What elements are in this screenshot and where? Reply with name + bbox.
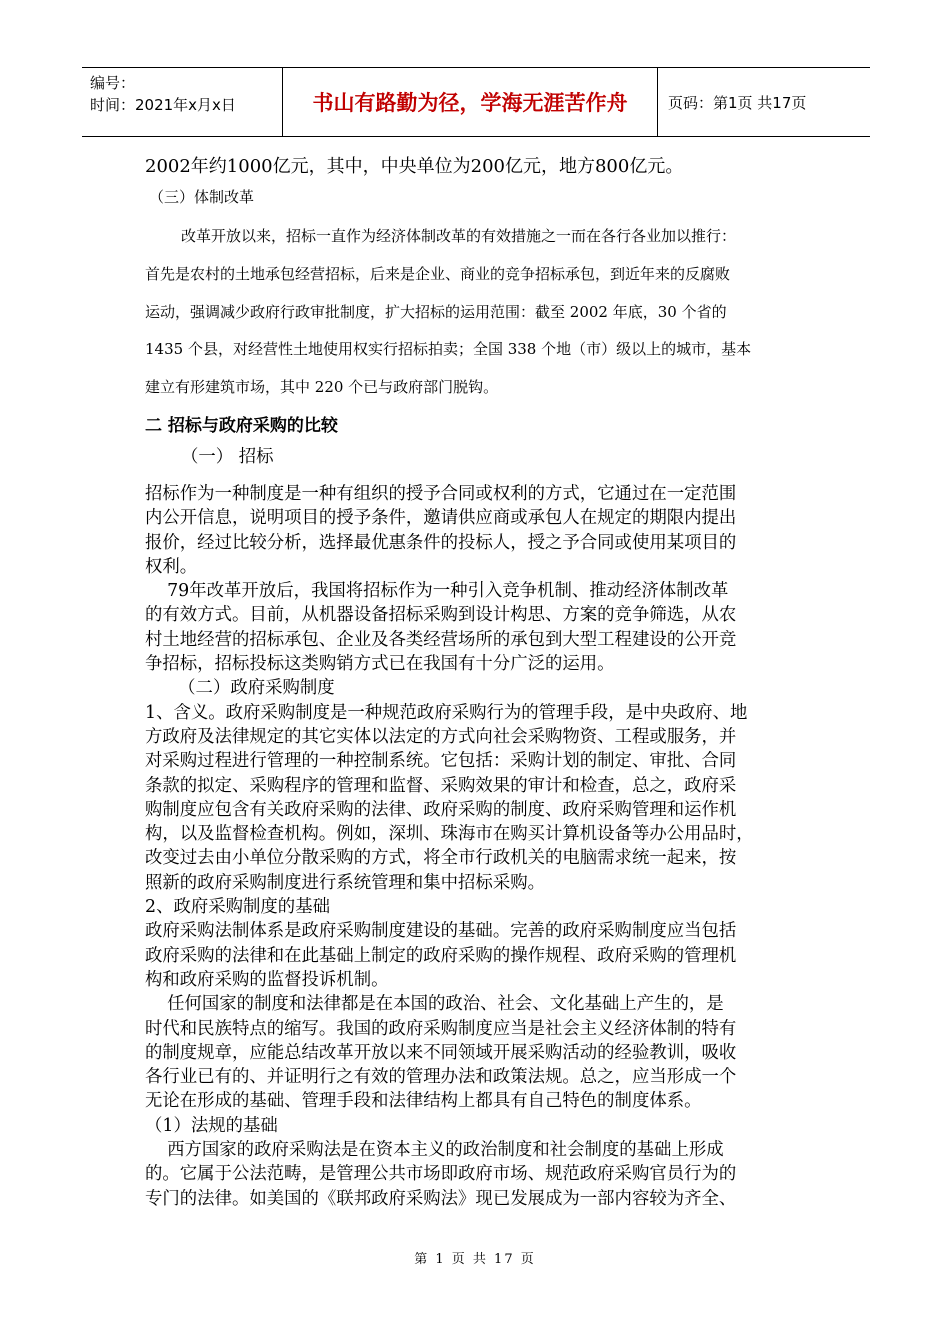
body-line: 照新的政府采购制度进行系统管理和集中招标采购。: [145, 872, 545, 893]
page-header: [82, 67, 870, 137]
header-motto: 书山有路勤为径，学海无涯苦作舟: [282, 68, 658, 136]
paragraph-intro: 2002年约1000亿元，其中，中央单位为200亿元，地方800亿元。: [145, 156, 684, 177]
body-line: 政府采购的法律和在此基础上制定的政府采购的操作规程、政府采购的管理机: [145, 945, 737, 966]
body-line: 争招标，招标投标这类购销方式已在我国有十分广泛的运用。: [145, 654, 615, 675]
body-line: 购制度应包含有关政府采购的法律、政府采购的制度、政府采购管理和运作机: [145, 799, 737, 820]
heading-sub2: （二）政府采购制度: [145, 678, 335, 699]
reform-line: 1435 个县，对经营性土地使用权实行招标拍卖；全国 338 个地（市）级以上的城市，基本: [145, 340, 752, 358]
body-line: 的。它属于公法范畴，是管理公共市场即政府市场、规范政府采购官员行为的: [145, 1164, 737, 1185]
body-line: 报价，经过比较分析，选择最优惠条件的投标人，授之予合同或使用某项目的: [145, 532, 737, 553]
reform-line: 建立有形建筑市场，其中 220 个已与政府部门脱钩。: [145, 378, 499, 396]
heading-sub3: （三）体制改革: [149, 188, 255, 206]
body-line: 79年改革开放后，我国将招标作为一种引入竞争机制、推动经济体制改革: [145, 581, 729, 602]
reform-line: 改革开放以来，招标一直作为经济体制改革的有效措施之一而在各行各业加以推行：: [181, 227, 737, 245]
reform-line: 首先是农村的土地承包经营招标，后来是企业、商业的竞争招标承包，到近年来的反腐败: [145, 265, 731, 283]
body-line: 改变过去由小单位分散采购的方式，将全市行政机关的电脑需求统一起来，按: [145, 848, 737, 869]
body-line: 构和政府采购的监督投诉机制。: [145, 969, 389, 990]
body-line: 各行业已有的、并证明行之有效的管理办法和政策法规。总之，应当形成一个: [145, 1067, 737, 1088]
body-line: 时代和民族特点的缩写。我国的政府采购制度应当是社会主义经济体制的特有: [145, 1018, 737, 1039]
tender-section: [145, 482, 754, 1211]
body-line: 政府采购法制体系是政府采购制度建设的基础。完善的政府采购制度应当包括: [145, 921, 737, 942]
body-line: 方政府及法律规定的其它实体以法定的方式向社会采购物资、工程或服务，并: [145, 726, 737, 747]
body-line: 西方国家的政府采购法是在资本主义的政治制度和社会制度的基础上形成: [145, 1140, 724, 1161]
body-line: 的有效方式。目前，从机器设备招标采购到设计构思、方案的竞争筛选，从农: [145, 605, 737, 626]
body-line: 构，以及监督检查机构。例如，深圳、珠海市在购买计算机设备等办公用品时，: [145, 824, 754, 845]
doc-date-label: 时间：2021年x月x日: [90, 96, 236, 114]
heading-sub1: （一） 招标: [181, 447, 274, 467]
section2-heading: 二 招标与政府采购的比较: [145, 416, 338, 436]
body-line: 对采购过程进行管理的一种控制系统。它包括：采购计划的制定、审批、合同: [145, 751, 737, 772]
body-line: 无论在形成的基础、管理手段和法律结构上都具有自己特色的制度体系。: [145, 1091, 702, 1112]
body-line: 招标作为一种制度是一种有组织的授予合同或权利的方式，它通过在一定范围: [145, 484, 737, 504]
heading-basis: 2、政府采购制度的基础: [145, 897, 330, 918]
page-footer: 第 1 页 共 17 页: [414, 1252, 536, 1267]
body-line: 的制度规章，应能总结改革开放以来不同领域开展采购活动的经验教训，吸收: [145, 1042, 737, 1063]
body-line: 1、含义。政府采购制度是一种规范政府采购行为的管理手段，是中央政府、地: [145, 702, 748, 723]
doc-number-label: 编号：: [90, 74, 136, 92]
body-line: 任何国家的制度和法律都是在本国的政治、社会、文化基础上产生的，是: [145, 994, 724, 1015]
body-line: 专门的法律。如美国的《联邦政府采购法》现已发展成为一部内容较为齐全、: [145, 1188, 737, 1209]
header-page-info: 页码：第1页 共17页: [668, 93, 807, 112]
header-meta: [82, 68, 282, 136]
body-line: 内公开信息，说明项目的授予条件，邀请供应商或承包人在规定的期限内提出: [145, 508, 737, 529]
body-line: 村土地经营的招标承包、企业及各类经营场所的承包到大型工程建设的公开竞: [145, 629, 737, 650]
heading-law-basis: （1）法规的基础: [145, 1115, 278, 1136]
body-line: 权利。: [145, 556, 198, 577]
reform-line: 运动，强调减少政府行政审批制度，扩大招标的运用范围：截至 2002 年底，30 个省的: [145, 303, 727, 321]
body-line: 条款的拟定、采购程序的管理和监督、采购效果的审计和检查，总之，政府采: [145, 775, 737, 796]
